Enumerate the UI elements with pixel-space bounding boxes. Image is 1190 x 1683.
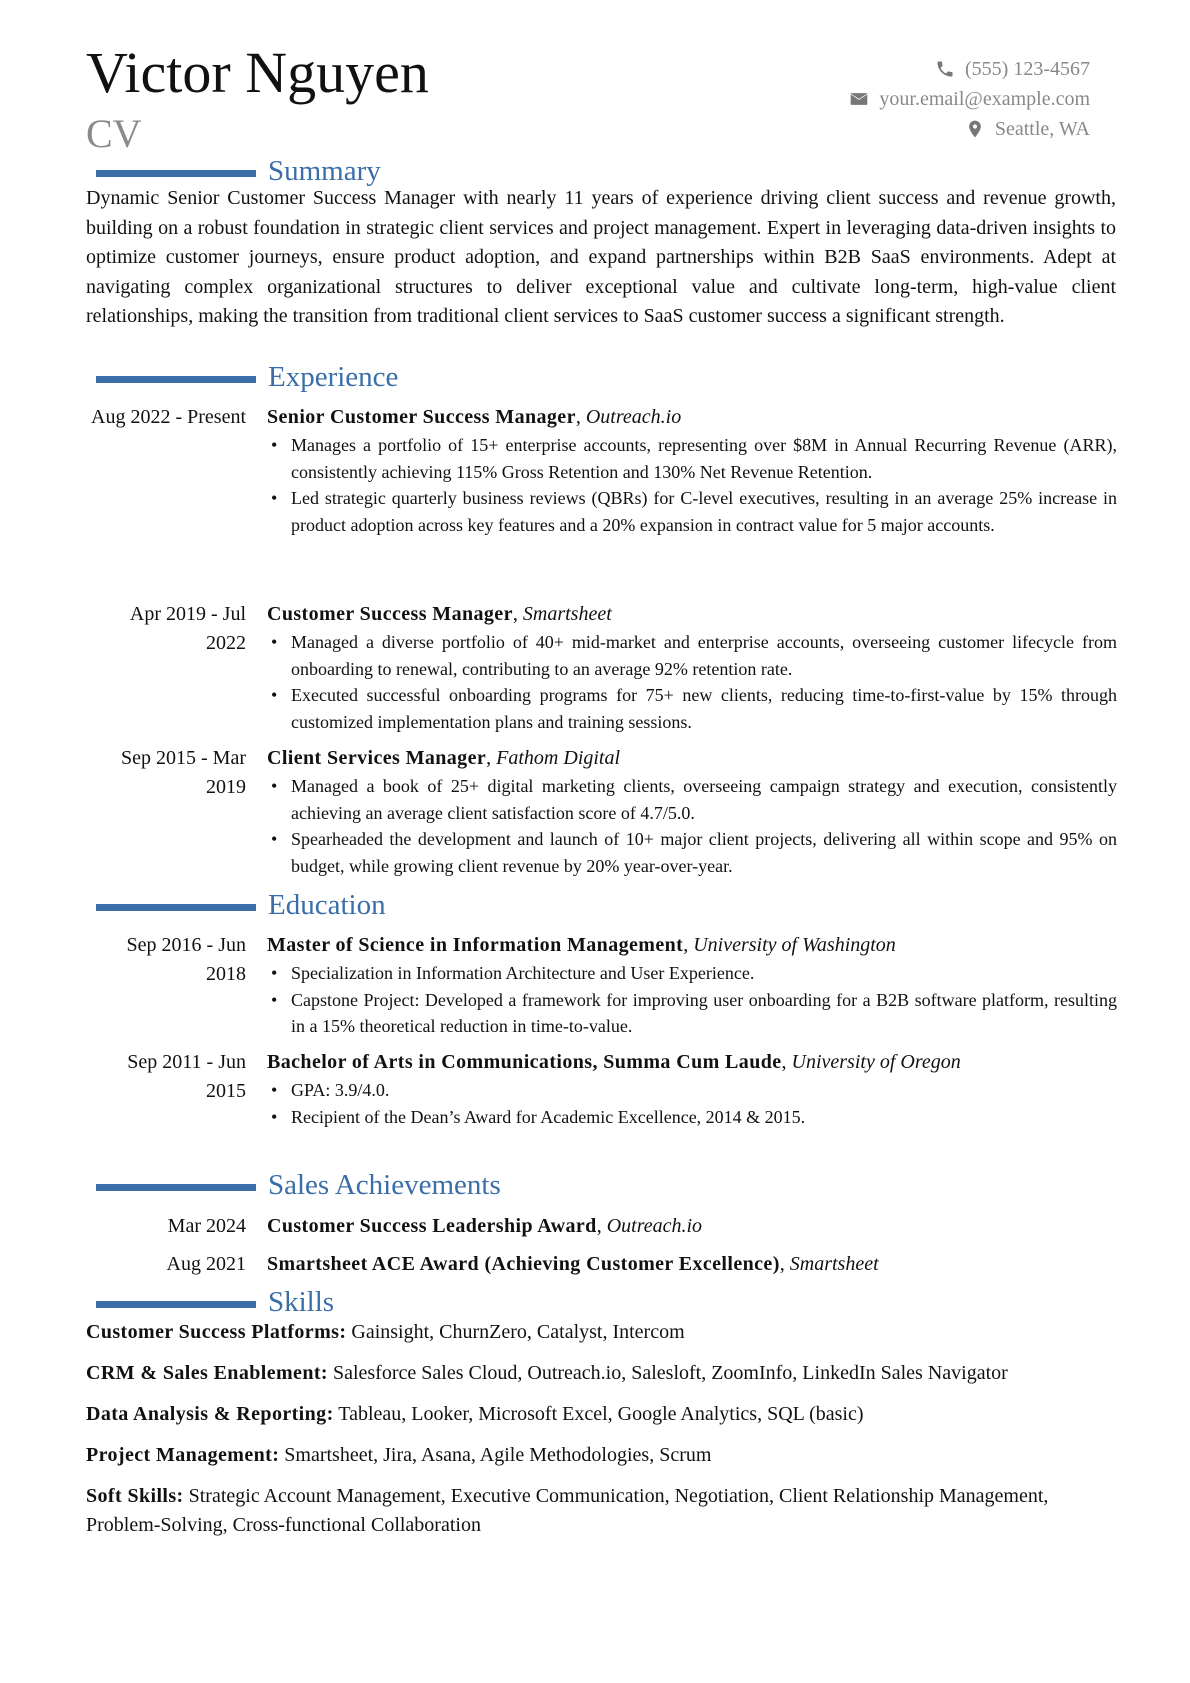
section-label: Experience [268,361,399,393]
entry-bullet: • GPA: 3.9/4.0. [291,1077,1117,1104]
skill-items: Gainsight, ChurnZero, Catalyst, Intercom [351,1321,685,1343]
entry-date: Aug 2021 [166,1253,246,1275]
entry-organization: University of Washington [693,934,896,956]
phone-icon [935,59,955,79]
section-achievements-heading [96,1168,501,1202]
section-bar [96,170,256,177]
section-bar [96,376,256,383]
entry-title: Customer Success Leadership Award [267,1215,597,1237]
contact-email[interactable] [849,84,1090,114]
entry-date: Aug 2022 - Present [91,406,246,428]
entry-title: Customer Success Manager [267,603,513,625]
section-summary-heading [96,154,381,188]
location-text: Seattle, WA [994,118,1090,140]
entry-bullet: • Spearheaded the development and launch of 10+ major client projects, delivering all within scope and 95% on budget, while growing client revenue by 20% year-over-year. [291,826,1117,879]
section-bar [96,1301,256,1308]
document-type: CV [86,111,142,156]
skill-items: Smartsheet, Jira, Asana, Agile Methodologies, Scrum [284,1444,712,1466]
cv-page: Victor Nguyen CV (555) 123-4567 your.email@example.com Seattle, WA Summary Dynamic Senior Customer Success Manager with nearly 11 years of experience driving client success and revenue growth, building on a robust foundation in strategic client services and project management. Expert in leveraging data-driven insights to optimize customer journeys, ensure product adoption, and expand partnerships within B2B SaaS environments. Adept at navigating complex organizational structures to deliver exceptional value and cultivate long-term, high-value client relationships, making the transition from traditional client services to SaaS customer success a significant strength. Experience Aug 2022 - Present Senior Customer Success Manager, Outreach.io • Manages a portfolio of 15+ enterprise accounts, representing over $8M in Annual Recurring Revenue (ARR), consistently achieving 115% Gross Retention and 130% Net Revenue Retention. • Led strategic quarterly business reviews (QBRs) for C-level executives, resulting in an average 25% increase in product adoption across key features and a 20% expansion in contract value for 5 major accounts. Apr 2019 - Jul 2022 Customer Success Manager, Smartsheet • Managed a diverse portfolio of 40+ mid-market and enterprise accounts, overseeing customer lifecycle from onboarding to renewal, contributing to an average 92% retention rate. • Executed successful onboarding programs for 75+ new clients, reducing time-to-first-value by 15% through customized implementation plans and training sessions. Sep 2015 - Mar 2019 Client Services Manager, Fathom Digital • Managed a book of 25+ digital marketing clients, overseeing campaign strategy and execution, consistently achieving an average client satisfaction score of 4.7/5.0. • Spearheaded the development and launch of 10+ major client projects, delivering all within scope and 95% on budget, while growing client revenue by 20% year-over-year. Education Sep 2016 - Jun 2018 Master of Science in Information Management, University of Washington • Specialization in Information Architecture and User Experience. • Capstone Project: Developed a framework for improving user onboarding for a B2B software platform, resulting in a 15% theoretical reduction in time-to-value. Sep 2011 - Jun 2015 Bachelor of Arts in Communications, Summa Cum Laude, University of Oregon • GPA: 3.9/4.0. • Recipient of the Dean’s Award for Academic Excellence, 2014 & 2015. Sales Achievements Mar 2024 Customer Success Leadership Award, Outreach.io Aug 2021 Smartsheet ACE Award (Achieving Customer Excellence), Smartsheet Skills Customer Success Platforms: Gainsight, ChurnZero, Catalyst, Intercom CRM & Sales Enablement: Salesforce Sales Cloud, Outreach.io, Salesloft, ZoomInfo, LinkedIn Sales Navigator Data Analysis & Reporting: Tableau, Looker, Microsoft Excel, Google Analytics, SQL (basic) Project Management: Smartsheet, Jira, Asana, Agile Methodologies, Scrum Soft Skills: Strategic Account Management, Executive Communication, Negotiation, Client Relationship Management, Problem-Solving, Cross-functional Collaboration [0,0,1190,1683]
map-marker-icon [965,119,985,139]
candidate-name: Victor Nguyen [86,40,429,105]
entry-date: Mar 2024 [167,1215,246,1237]
entry-title: Master of Science in Information Management [267,934,684,956]
contact-phone[interactable] [849,54,1090,84]
entry-bullet: • Managed a diverse portfolio of 40+ mid-market and enterprise accounts, overseeing customer lifecycle from onboarding to renewal, contributing to an average 92% retention rate. [291,629,1117,682]
phone-text: (555) 123-4567 [965,58,1090,80]
section-skills-heading [96,1285,334,1319]
section-bar [96,1184,256,1191]
contact-location [849,114,1090,144]
section-label: Summary [268,155,381,187]
contact-block [849,54,1090,144]
section-label: Skills [268,1286,335,1318]
skill-row [86,1318,1116,1347]
entry-date: Apr 2019 - Jul 2022 [129,603,246,654]
skill-items: Salesforce Sales Cloud, Outreach.io, Salesloft, ZoomInfo, LinkedIn Sales Navigator [332,1362,1008,1384]
section-label: Sales Achievements [268,1169,501,1201]
entry-organization: Smartsheet [522,603,612,625]
skills-list [86,1318,1116,1552]
skill-category: Soft Skills: [86,1485,184,1507]
entry-bullet: • Led strategic quarterly business reviews (QBRs) for C-level executives, resulting in an average 25% increase in product adoption across key features and a 20% expansion in contract value for 5 major accounts. [291,485,1117,538]
skill-items: Tableau, Looker, Microsoft Excel, Google Analytics, SQL (basic) [338,1403,864,1425]
entry-title: Smartsheet ACE Award (Achieving Customer Excellence) [267,1253,780,1275]
skill-row [86,1359,1116,1388]
entry-organization: University of Oregon [791,1051,961,1073]
section-education-heading [96,888,386,922]
skill-category: Data Analysis & Reporting: [86,1403,334,1425]
skill-category: Project Management: [86,1444,280,1466]
skill-row [86,1482,1116,1540]
entry-organization: Smartsheet [789,1253,879,1275]
skill-items: Strategic Account Management, Executive Communication, Negotiation, Client Relationship Management, Problem-Solving, Cross-functional Collaboration [86,1485,1049,1536]
section-experience-heading [96,360,398,394]
entry-date: Sep 2016 - Jun 2018 [126,934,246,985]
entry-title: Client Services Manager [267,747,487,769]
entry-organization: Outreach.io [585,406,682,428]
skill-row [86,1400,1116,1429]
summary-paragraph: Dynamic Senior Customer Success Manager with nearly 11 years of experience driving client success and revenue growth, building on a robust foundation in strategic client services and project management. Expert in leveraging data-driven insights to optimize customer journeys, ensure product adoption, and expand partnerships within B2B SaaS environments. Adept at navigating complex organizational structures to deliver exceptional value and cultivate long-term, high-value client relationships, making the transition from traditional client services to SaaS customer success a significant strength. [86,187,1116,327]
email-text: your.email@example.com [879,88,1090,110]
section-label: Education [268,889,386,921]
skill-category: CRM & Sales Enablement: [86,1362,328,1384]
entry-date: Sep 2015 - Mar 2019 [121,747,246,798]
section-bar [96,904,256,911]
envelope-icon [849,89,869,109]
skill-category: Customer Success Platforms: [86,1321,347,1343]
entry-date: Sep 2011 - Jun 2015 [127,1051,246,1102]
entry-bullet: • Capstone Project: Developed a framework for improving user onboarding for a B2B software platform, resulting in a 15% theoretical reduction in time-to-value. [291,987,1117,1040]
entry-bullet: • Manages a portfolio of 15+ enterprise accounts, representing over $8M in Annual Recurring Revenue (ARR), consistently achieving 115% Gross Retention and 130% Net Revenue Retention. [291,432,1117,485]
entry-title: Senior Customer Success Manager [267,406,576,428]
entry-organization: Fathom Digital [496,747,621,769]
entry-title: Bachelor of Arts in Communications, Summa Cum Laude [267,1051,782,1073]
entry-bullet: • Specialization in Information Architecture and User Experience. [291,960,1117,987]
entry-bullet: • Managed a book of 25+ digital marketing clients, overseeing campaign strategy and execution, consistently achieving an average client satisfaction score of 4.7/5.0. [291,773,1117,826]
entry-organization: Outreach.io [606,1215,703,1237]
entry-bullet: • Recipient of the Dean’s Award for Academic Excellence, 2014 & 2015. [291,1104,1117,1131]
entry-bullet: • Executed successful onboarding programs for 75+ new clients, reducing time-to-first-value by 15% through customized implementation plans and training sessions. [291,682,1117,735]
skill-row [86,1441,1116,1470]
